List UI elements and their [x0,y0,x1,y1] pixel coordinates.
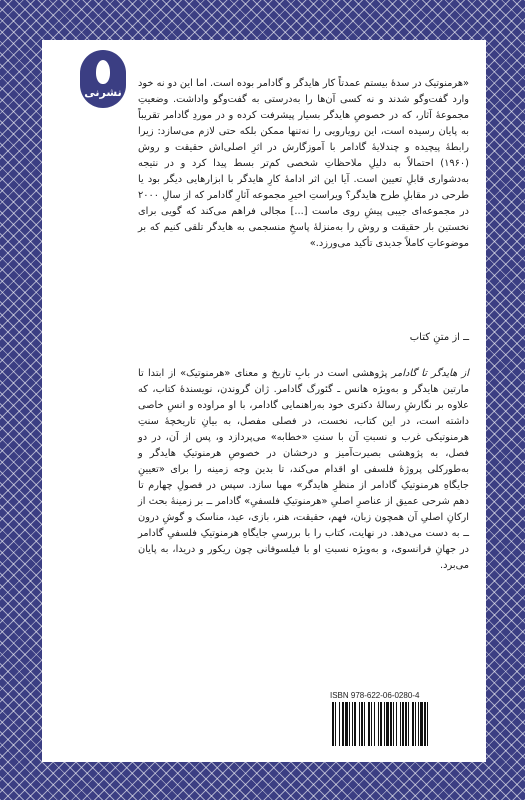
barcode-bar [427,702,428,746]
barcode-bar [342,702,344,746]
barcode-bar [354,702,356,746]
barcode-bar [364,702,365,746]
logo-mark-icon [96,60,110,84]
summary-book-title: از هایدگر تا گادامر [391,368,469,379]
barcode-bar [380,702,382,746]
isbn-number: ISBN 978-622-06-0280-4 [330,691,420,700]
summary-text: پژوهشی است در بابِ تاریخ و معنای «هرمنوتیک» از ابتدا تا مارتین هایدگر و به‌ویژه هانس ـ گئورگ گادامر. ژان گروندن، نویسندهٔ کتاب، که علاوه بر نگارشِ رسالهٔ دکتری خود به‌راهنمایی گادامر، با او مراوده و انسِ خاصی داشته است، در این کتاب، نخست، در فصلی مفصل، به بیانِ تاریخچهٔ سنتِ هرمنوتیکی غرب و نسبتِ آن با سنتِ «خطابه» می‌پردازد و، پس از آن، در دو فصل، به پژوهشی بصیرت‌آمیز و درخشان در خصوصِ هرمنوتیکِ هایدگر و به‌طورکلی پروژهٔ فلسفی او اقدام می‌کند، تا بدین وجه زمینه را برای «تعیینِ جایگاهِ هرمنوتیکِ گادامر از منظرِ هایدگر» مهیا سازد. سپس در فصولِ چهارم تا دهم شرحی عمیق از عناصرِ اصلیِ «هرمنوتیکِ فلسفیِ» گادامر ــ بر زمینهٔ بحث از ارکانِ اصلیِ آن همچون زبان، فهم، حقیقت، هنر، بازی، عید، مناسک و گوشِ درون ــ به دست می‌دهد. در نهایت، کتاب را با بررسیِ جایگاهِ هرمنوتیکِ فلسفیِ گادامر در جهانِ فرانسوی، و به‌ویژه نسبتِ او با فیلسوفانی چون ریکور و دریدا، به پایان می‌برد. [138,368,469,571]
barcode-bar [349,702,350,746]
barcode-bar [378,702,379,746]
publisher-logo-text: نشرنی [84,86,122,99]
barcode-bar [332,702,334,746]
barcode-bar [402,702,404,746]
barcode-icon [330,702,470,746]
barcode-bar [384,702,385,746]
quote-text: «هرمنوتیک در سدهٔ بیستم عمدتاً کار هایدگر و گادامر بوده است. اما این دو نه خود وارد گفت‌وگو شدند و نه کسی آن‌ها را به‌درستی به گفت‌وگو واداشت. وضعیتِ مجموعهٔ آثار، که در خصوصِ هایدگر بسیار پیشرفت کرده و در موردِ گادامر تقریباً به پایان رسیده است، این رویارویی را نه‌تنها ممکن بلکه حتی لازم می‌سازد: زیرا رابطهٔ پیچیده و چندلایهٔ گادامر با آموزگارش در اثرِ اصلی‌اش حقیقت و روش (۱۹۶۰) احتمالاً به دلیلِ ملاحظاتِ شخصی کم‌تر بسط پیدا کرد و در نتیجه به‌دشواری قابلِ تعیین است. آیا این اثر ادامهٔ کارِ هایدگر با ابزارهایی دیگر بود یا طرحی در مقابلِ طرح هایدگر؟ ویراستِ اخیرِ مجموعه آثارِ گادامر که از سالِ ۲۰۰۰ در مجموعه‌ای جیبی پیشِ روی ماست [...] مجالی فراهم می‌کند که گویی برای نخستین بار حقیقت و روش را به‌منزلهٔ پاسخِ منسجمی به هایدگر تلقی کنیم که بر موضوعاتِ کاملاً جدیدی تأکید می‌ورزد.» [138,78,469,249]
barcode-bar [390,702,392,746]
barcode-bar [386,702,389,746]
barcode-bar [339,702,340,746]
barcode-bar [412,702,414,746]
book-summary [138,366,469,574]
barcode-bar [408,702,409,746]
barcode-bar [335,702,336,746]
barcode-bar [345,702,348,746]
barcode-bar [361,702,363,746]
barcode-bar [400,702,401,746]
barcode-bar [359,702,360,746]
barcode-bar [418,702,419,746]
publisher-logo [80,50,126,108]
barcode-bar [396,702,397,746]
barcode-bar [415,702,416,746]
barcode-bar [405,702,407,746]
barcode-bar [420,702,423,746]
quote-source: ــ از متنِ کتاب [409,332,469,343]
barcode-bar [368,702,370,746]
summary-paragraph [138,366,469,574]
isbn-block [325,688,475,750]
book-quote [138,76,469,252]
barcode-bar [424,702,426,746]
barcode-bar [393,702,394,746]
barcode-bar [374,702,375,746]
barcode-bar [352,702,353,746]
barcode-bar [371,702,372,746]
